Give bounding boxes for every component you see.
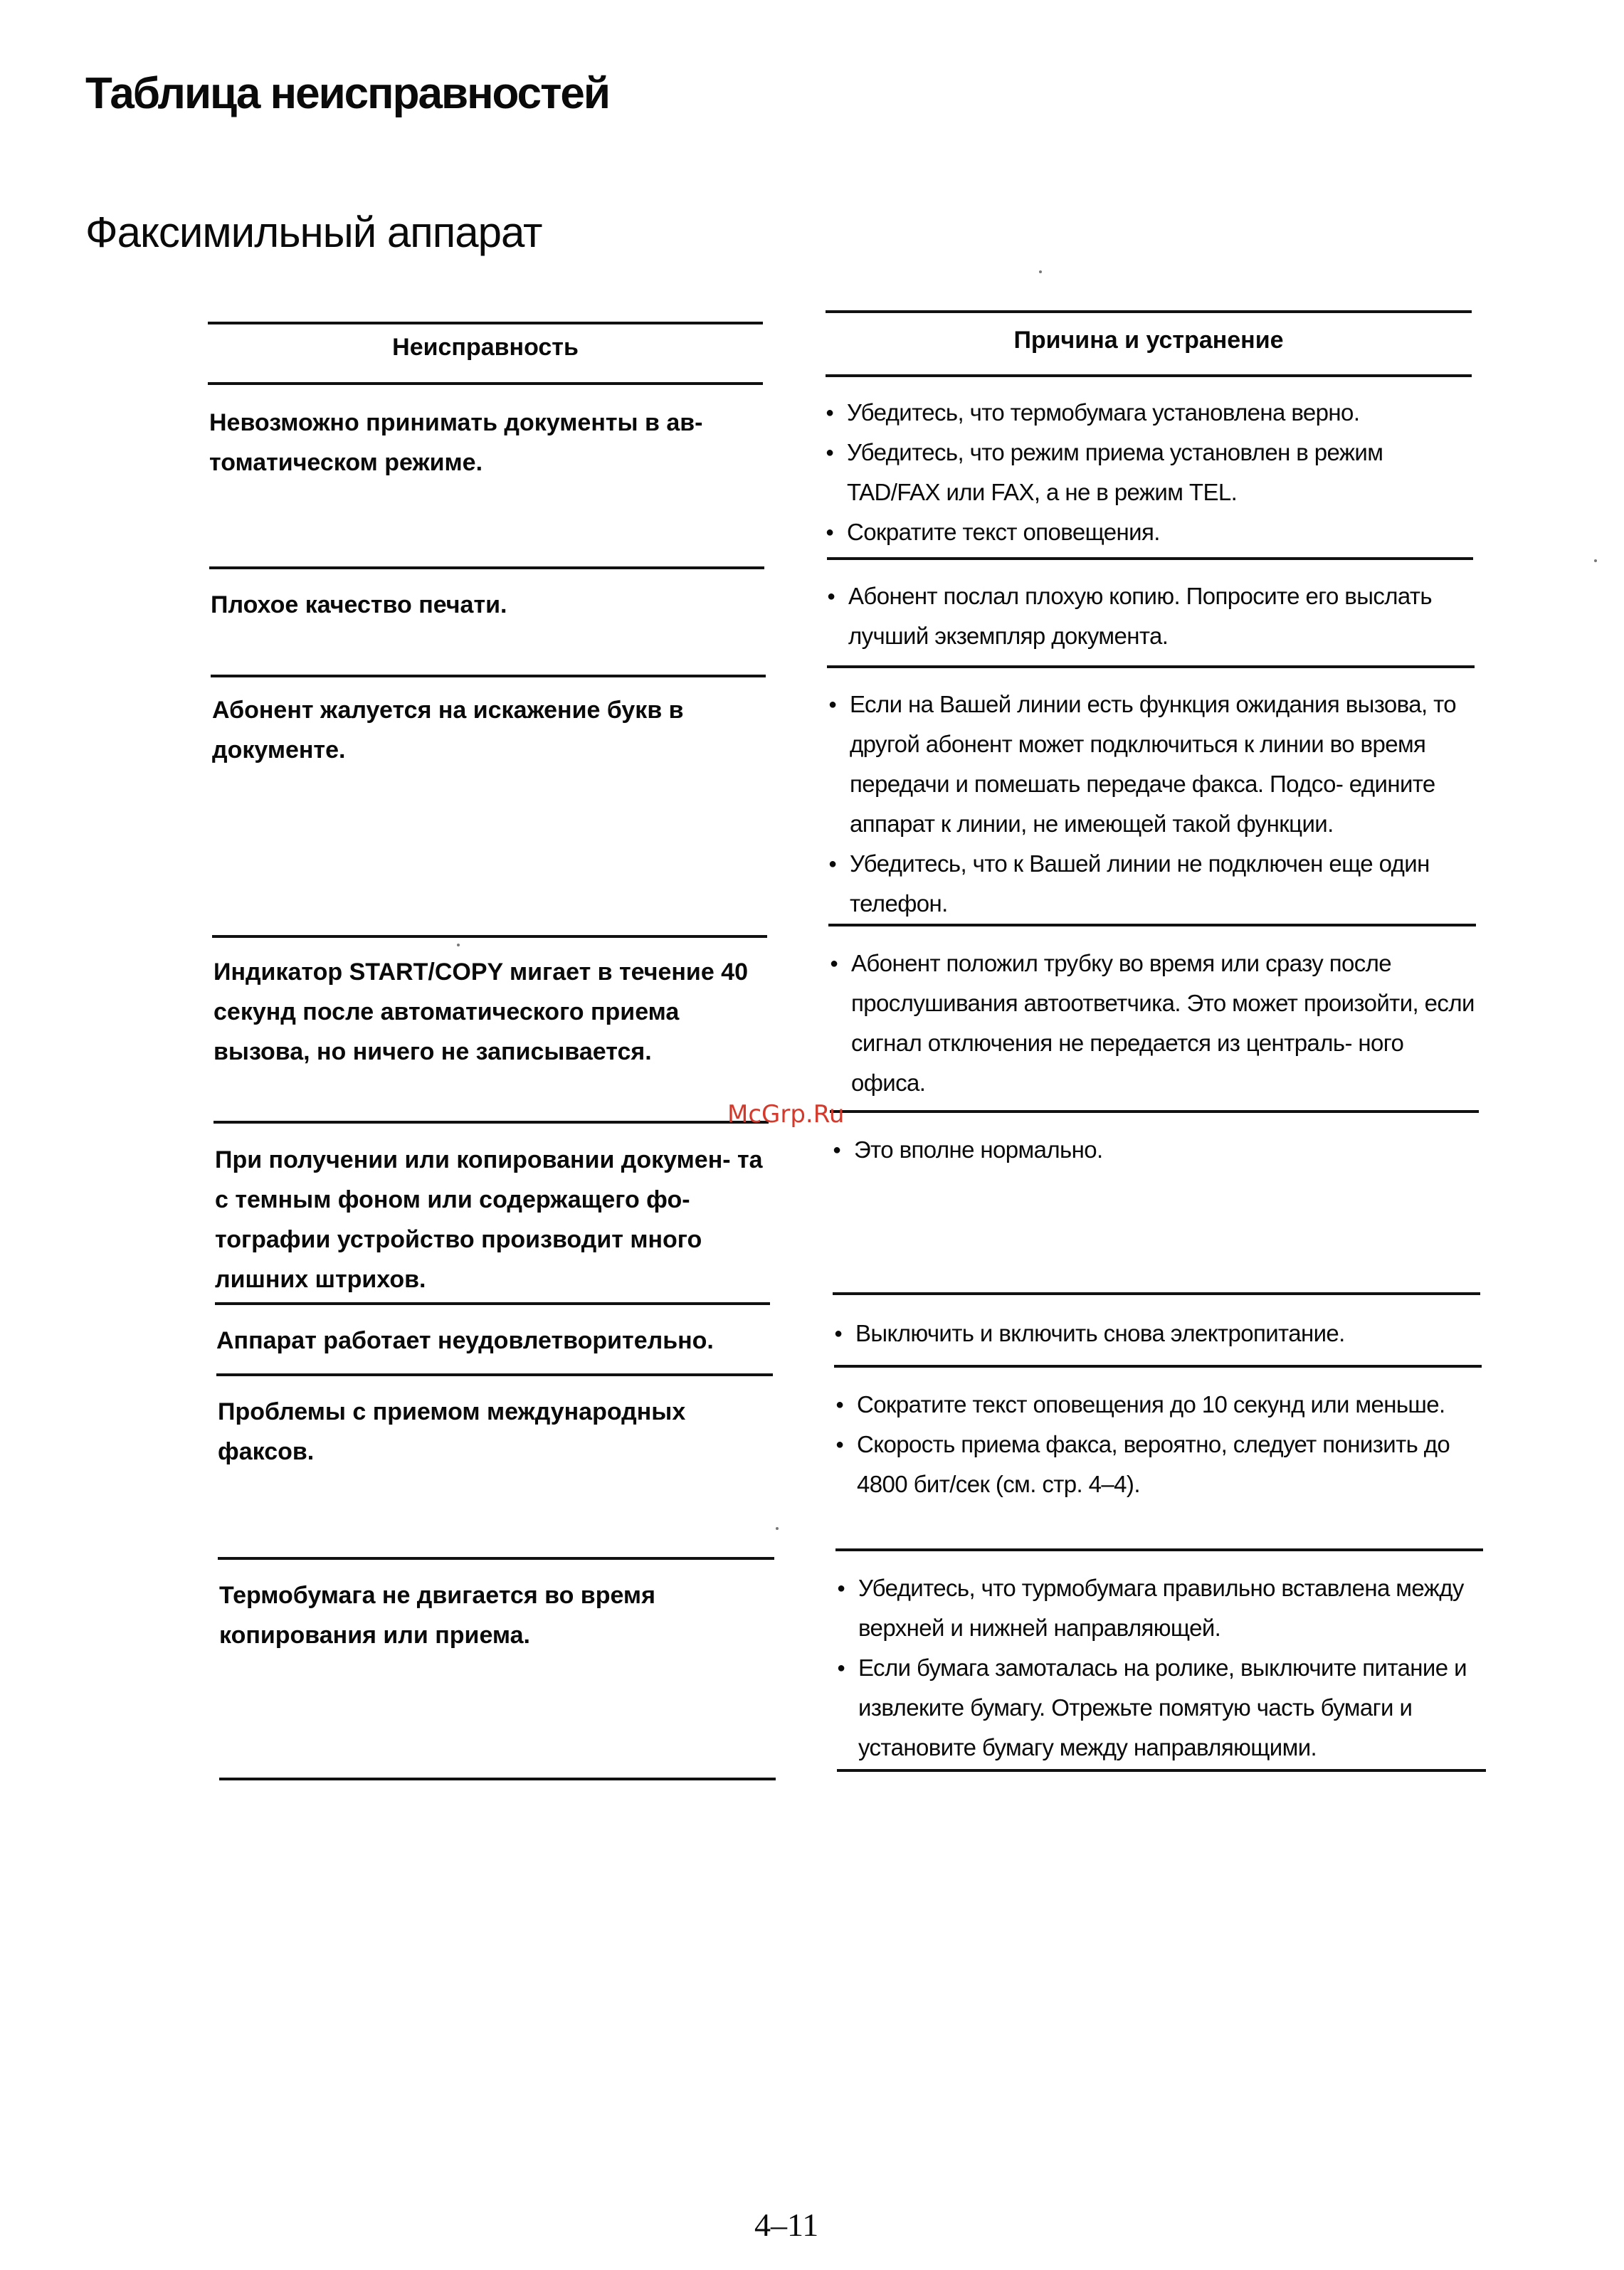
solution-cell	[826, 393, 1477, 552]
scan-speck	[1594, 559, 1597, 562]
solution-item: ● Убедитесь, что режим приема установлен в режим TAD/FAX или FAX, а не в режим TEL.	[826, 433, 1477, 512]
solution-item: ● Выключить и включить снова электропитание.	[834, 1314, 1485, 1353]
table-rule	[833, 1292, 1480, 1295]
problem-cell: Аппарат работает неудовлетворительно.	[216, 1327, 714, 1354]
table-rule	[837, 1769, 1486, 1772]
solution-cell	[828, 685, 1480, 924]
solution-cell	[833, 1130, 1484, 1170]
problem-cell: При получении или копировании докумен- та с темным фоном или содержащего фо- тографии устройство производит много лишних штрихов.	[215, 1146, 763, 1293]
solution-cell	[834, 1314, 1485, 1353]
problem-cell: Невозможно принимать документы в ав- томатическом режиме.	[209, 409, 703, 476]
solution-item: ● Если бумага замоталась на ролике, выключите питание и извлеките бумагу. Отрежьте помятую часть бумаги и установите бумагу между направляющими.	[837, 1648, 1488, 1768]
solution-item: ● Убедитесь, что к Вашей линии не подключен еще один телефон.	[828, 844, 1480, 924]
table-rule	[216, 1373, 773, 1376]
table-rule	[834, 1365, 1482, 1368]
problem-cell: Плохое качество печати.	[211, 591, 507, 618]
watermark-link[interactable]: McGrp.Ru	[727, 1100, 845, 1129]
solution-item: ● Убедитесь, что термобумага установлена верно.	[826, 393, 1477, 433]
problem-cell: Термобумага не двигается во время копирования или приема.	[219, 1582, 655, 1649]
solution-cell	[827, 576, 1478, 656]
table-rule	[826, 310, 1472, 313]
table-rule	[835, 1548, 1483, 1551]
solution-cell	[830, 944, 1481, 1103]
solution-cell	[837, 1568, 1488, 1768]
table-rule	[213, 1121, 769, 1124]
solution-item: ● Скорость приема факса, вероятно, следует понизить до 4800 бит/сек (см. стр. 4–4).	[835, 1425, 1487, 1504]
table-rule	[208, 382, 763, 385]
column-header-problem: Неисправность	[392, 334, 579, 361]
table-rule	[830, 1110, 1479, 1113]
page-number: 4–11	[754, 2207, 819, 2243]
solution-item: ● Убедитесь, что турмобумага правильно вставлена между верхней и нижней направляющей.	[837, 1568, 1488, 1648]
table-rule	[211, 675, 766, 677]
table-rule	[215, 1302, 770, 1305]
table-rule	[219, 1778, 776, 1780]
solution-item: ● Сократите текст оповещения до 10 секунд или меньше.	[835, 1385, 1487, 1425]
scan-speck	[1039, 270, 1042, 273]
table-rule	[827, 557, 1473, 560]
table-rule	[826, 374, 1472, 377]
solution-item: ● Это вполне нормально.	[833, 1130, 1484, 1170]
table-rule	[828, 924, 1476, 927]
table-rule	[212, 935, 767, 938]
table-rule	[208, 322, 763, 324]
solution-item: ● Абонент послал плохую копию. Попросите его выслать лучший экземпляр документа.	[827, 576, 1478, 656]
solution-item: ● Сократите текст оповещения.	[826, 512, 1477, 552]
problem-cell: Индикатор START/COPY мигает в течение 40 секунд после автоматического приема вызова, но ничего не записывается.	[213, 959, 749, 1065]
section-title: Факсимильный аппарат	[85, 208, 542, 256]
column-header-solution: Причина и устранение	[1013, 327, 1284, 354]
table-rule	[218, 1557, 774, 1560]
problem-cell: Абонент жалуется на искажение букв в документе.	[212, 697, 684, 764]
solution-item: ● Абонент положил трубку во время или сразу после прослушивания автоответчика. Это может произойти, если сигнал отключения не передается из централь- ного офиса.	[830, 944, 1481, 1103]
table-rule	[827, 665, 1475, 668]
solution-item: ● Если на Вашей линии есть функция ожидания вызова, то другой абонент может подключиться к линии во время передачи и помешать передаче факса. Подсо- едините аппарат к линии, не имеющей такой функции.	[828, 685, 1480, 844]
page-title: Таблица неисправностей	[85, 69, 610, 118]
scan-speck	[776, 1527, 779, 1530]
solution-cell	[835, 1385, 1487, 1504]
scan-speck	[457, 944, 460, 946]
problem-cell: Проблемы с приемом международных факсов.	[218, 1398, 686, 1465]
table-rule	[209, 566, 764, 569]
